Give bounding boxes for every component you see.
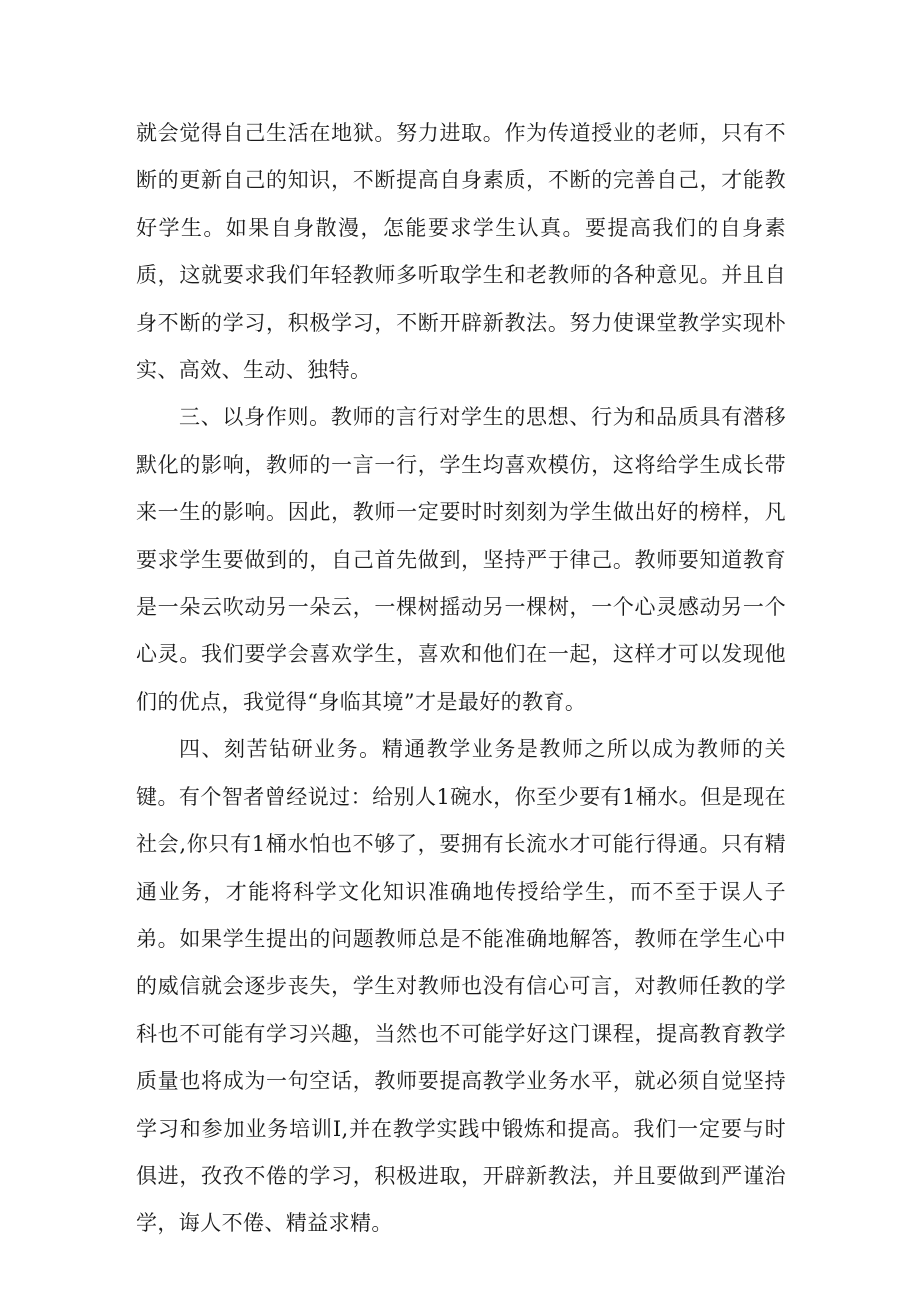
document-body bbox=[136, 110, 786, 1248]
paragraph-section-four: 四、刻苦钻研业务。精通教学业务是教师之所以成为教师的关键。有个智者曾经说过：给别人1碗水，你至少要有1桶水。但是现在社会,你只有1桶水怕也不够了，要拥有长流水才可能行得通。只有精通业务，才能将科学文化知识准确地传授给学生，而不至于误人子弟。如果学生提出的问题教师总是不能准确地解答，教师在学生心中的威信就会逐步丧失，学生对教师也没有信心可言，对教师任教的学科也不可能有学习兴趣，当然也不可能学好这门课程，提高教育教学质量也将成为一句空话，教师要提高教学业务水平，就必须自觉坚持学习和参加业务培训I,并在教学实践中锻炼和提高。我们一定要与时俱进，孜孜不倦的学习，积极进取，开辟新教法，并且要做到严谨治学，诲人不倦、精益求精。 bbox=[136, 737, 786, 1236]
paragraph-section-three: 三、以身作则。教师的言行对学生的思想、行为和品质具有潜移默化的影响，教师的一言一行，学生均喜欢模仿，这将给学生成长带来一生的影响。因此，教师一定要时时刻刻为学生做出好的榜样，凡要求学生要做到的，自己首先做到，坚持严于律己。教师要知道教育是一朵云吹动另一朵云，一棵树摇动另一棵树，一个心灵感动另一个心灵。我们要学会喜欢学生，喜欢和他们在一起，这样才可以发现他们的优点，我觉得“身临其境”才是最好的教育。 bbox=[136, 405, 786, 714]
paragraph-continuation: 就会觉得自己生活在地狱。努力进取。作为传道授业的老师，只有不断的更新自己的知识，不断提高自身素质，不断的完善自己，才能教好学生。如果自身散漫，怎能要求学生认真。要提高我们的自身素质，这就要求我们年轻教师多听取学生和老教师的各种意见。并且自身不断的学习，积极学习，不断开辟新教法。努力使课堂教学实现朴实、高效、生动、独特。 bbox=[136, 121, 786, 383]
